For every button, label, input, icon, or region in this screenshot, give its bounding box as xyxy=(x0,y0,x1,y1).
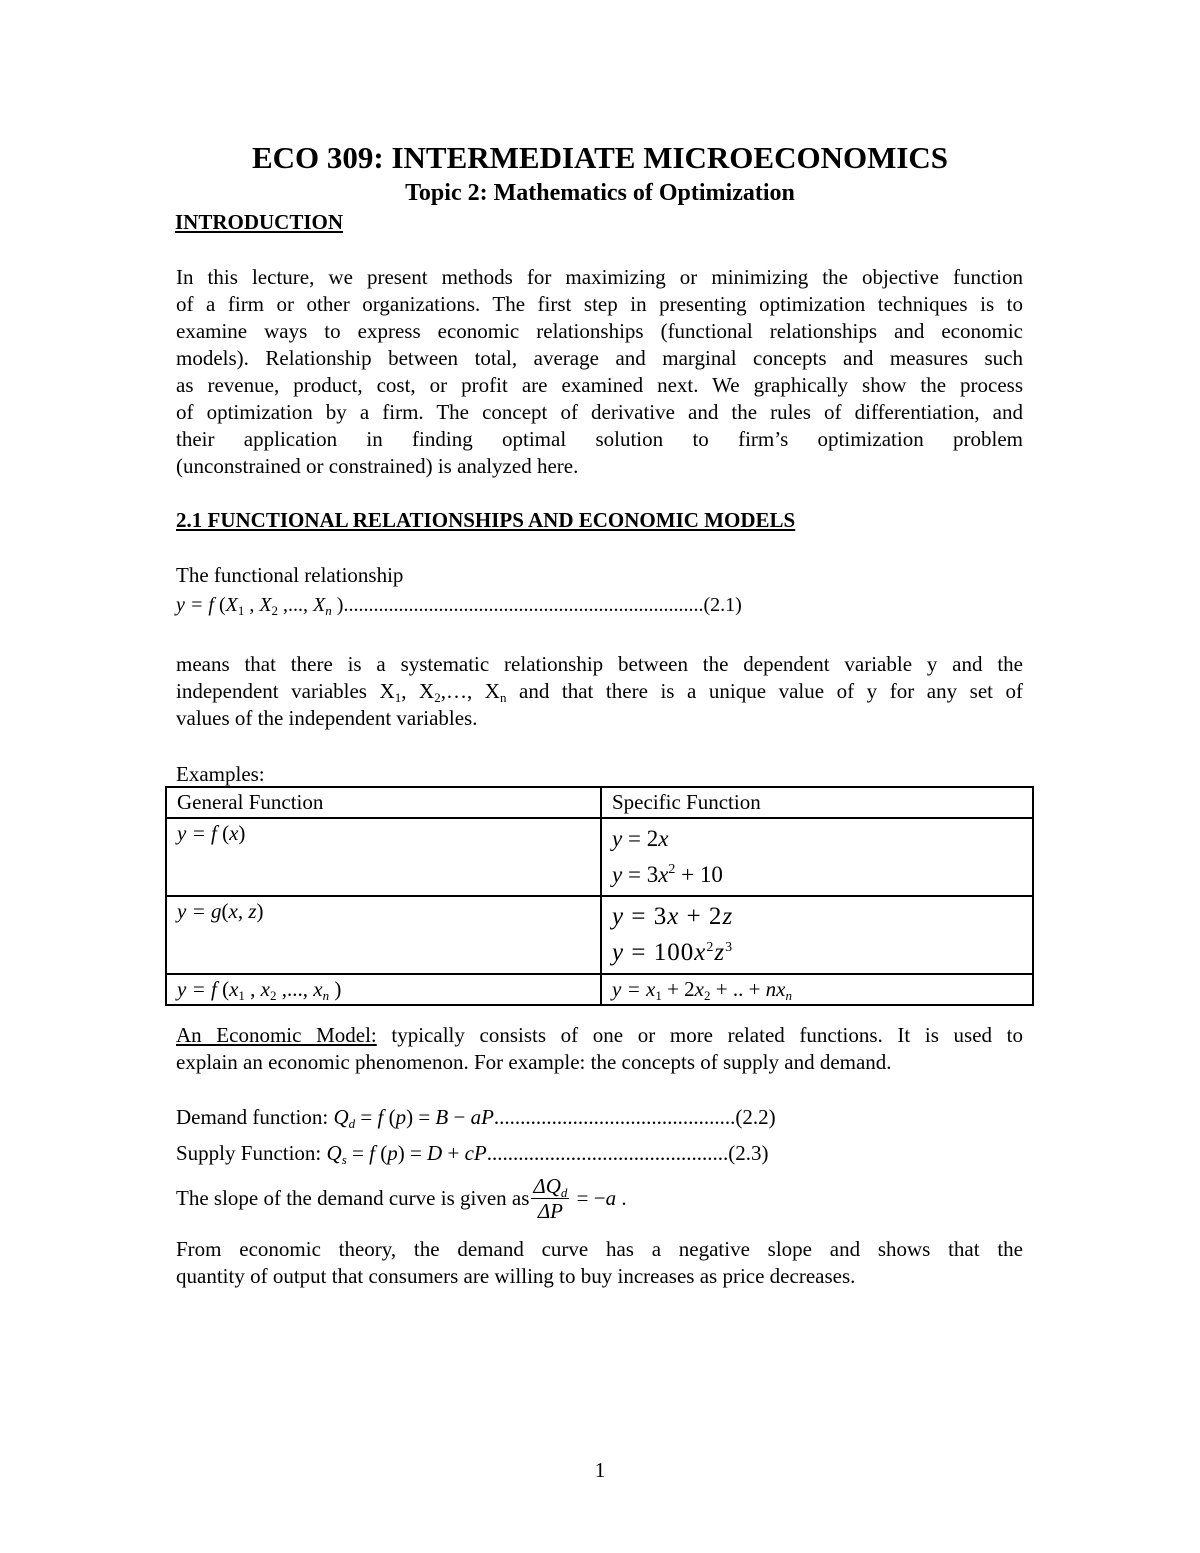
means-paragraph xyxy=(176,651,1023,732)
closing-paragraph xyxy=(176,1236,1023,1290)
economic-model-paragraph xyxy=(176,1022,1023,1076)
general-function-cell: y = f ($x_1$ , $x_2$ ,..., $x_n$ ) xyxy=(166,974,601,1005)
economic-model-label: An Economic Model: xyxy=(176,1023,377,1047)
demand-function-equation: Demand function: $Q_d = f$ (p) = B − aP..............................................(2.2) xyxy=(176,1105,776,1131)
equation-number: (2.1) xyxy=(703,594,742,616)
introduction-heading: INTRODUCTION xyxy=(175,210,344,234)
table-header-specific: Specific Function xyxy=(601,787,1033,818)
examples-table xyxy=(165,786,1034,1006)
table-row xyxy=(166,818,1033,896)
intro-line: (unconstrained or constrained) is analyzed here. xyxy=(176,454,579,478)
supply-function-equation: Supply Function: $Q_s = f$ (p) = D + cP..............................................(2.3) xyxy=(176,1141,769,1167)
slope-statement: The slope of the demand curve is given as $\frac{\Delta Q_d}{\Delta P}$ = −a . xyxy=(176,1174,627,1223)
equation-dots: .............................................. xyxy=(493,1105,736,1129)
closing-line: From economic theory, the demand curve has a negative slope and shows that the xyxy=(176,1237,1023,1261)
intro-line: examine ways to express economic relationships (functional relationships and economic xyxy=(176,319,1023,343)
intro-line: of a firm or other organizations. The first step in presenting optimization techniques is to xyxy=(176,292,1023,316)
functional-relationship-lead: The functional relationship xyxy=(176,563,404,587)
section-heading: 2.1 FUNCTIONAL RELATIONSHIPS AND ECONOMIC MODELS xyxy=(176,508,796,532)
document-title: ECO 309: INTERMEDIATE MICROECONOMICS xyxy=(251,140,949,175)
equation-dots: ........................................................................ xyxy=(343,594,704,616)
economic-model-line: explain an economic phenomenon. For example: the concepts of supply and demand. xyxy=(176,1050,892,1074)
equation-2-1: y = f ($X_1$ , $X_2$ ,..., $X_n$ )........................................................................(2.1) xyxy=(176,594,742,618)
means-line: means that there is a systematic relationship between the dependent variable y and the xyxy=(176,652,1023,676)
specific-function-cell: y = 3x + 2z $y = 100x^2z^3$ xyxy=(601,896,1033,974)
economic-model-line: An Economic Model: typically consists of one or more related functions. It is used to xyxy=(176,1023,1024,1047)
introduction-paragraph xyxy=(176,264,1023,480)
examples-label: Examples: xyxy=(176,762,265,786)
specific-function-cell: $y = x_1 + 2x_2$ + .. + $nx_n$ xyxy=(601,974,1033,1005)
table-header-general: General Function xyxy=(166,787,601,818)
general-function-cell: y = g(x, z) xyxy=(166,896,601,974)
general-function-cell: y = f (x) xyxy=(166,818,601,896)
intro-line: as revenue, product, cost, or profit are examined next. We graphically show the process xyxy=(176,373,1023,397)
document-subtitle: Topic 2: Mathematics of Optimization xyxy=(405,180,795,206)
closing-line: quantity of output that consumers are willing to buy increases as price decreases. xyxy=(176,1264,856,1288)
page-number: 1 xyxy=(594,1458,606,1482)
intro-line: models). Relationship between total, average and marginal concepts and measures such xyxy=(176,346,1023,370)
specific-function-cell: y = 2x $y = 3x^2 + 10$ xyxy=(601,818,1033,896)
means-line: values of the independent variables. xyxy=(176,706,478,730)
table-row xyxy=(166,896,1033,974)
intro-line: of optimization by a firm. The concept of derivative and the rules of differentiation, and xyxy=(176,400,1023,424)
equation-number: (2.3) xyxy=(728,1141,769,1165)
table-header-row xyxy=(166,787,1033,818)
slope-fraction: $\frac{\Delta Q_d}{\Delta P}$ xyxy=(533,1174,568,1223)
equation-dots: .............................................. xyxy=(486,1141,729,1165)
table-row xyxy=(166,974,1033,1005)
intro-line: their application in finding optimal solution to firm’s optimization problem xyxy=(176,427,1023,451)
means-line: independent variables $X_1$, $X_2,\dots$, $X_n$ and that there is a unique value of y for any set of xyxy=(176,679,1024,705)
equation-number: (2.2) xyxy=(735,1105,776,1129)
intro-line: In this lecture, we present methods for maximizing or minimizing the objective function xyxy=(176,265,1023,289)
